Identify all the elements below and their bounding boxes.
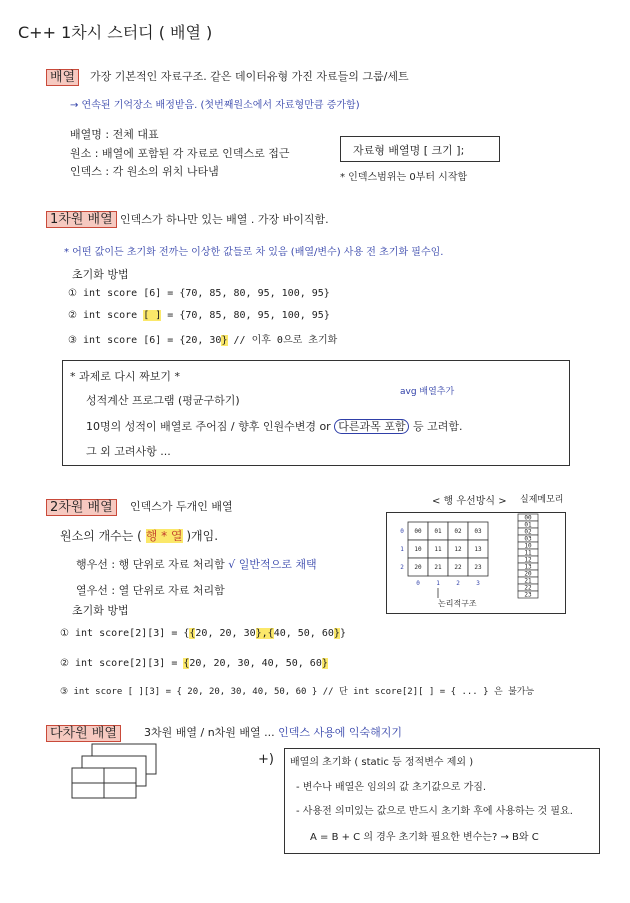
memory-cell-label: 12	[524, 556, 532, 564]
memory-label: 실제메모리	[520, 495, 564, 505]
init-box-title: 배열의 초기화 ( static 등 정적변수 제외 )	[290, 757, 474, 768]
1d-init-3: ③ int score [6] = {20, 30} // 이후 0으로 초기화	[68, 335, 338, 346]
memory-cell-label: 11	[524, 549, 532, 557]
nd-description: 3차원 배열 / n차원 배열 ... 인덱스 사용에 익숙해지기	[144, 726, 403, 739]
grid-cell-label: 10	[414, 546, 422, 553]
section-tag-2d: 2차원 배열	[46, 496, 117, 515]
2d-init-3: ③ int score [ ][3] = { 20, 20, 30, 40, 50, 60 } // 단 int score[2][ ] = { ... } 은 불가능	[60, 687, 535, 697]
grid-cell-label: 02	[454, 528, 462, 535]
1d-init-1: ① int score [6] = {70, 85, 80, 95, 100, 95}	[68, 288, 330, 299]
exercise-line-3: 그 외 고려사항 ...	[86, 445, 171, 458]
init-box-line-1: - 변수나 배열은 임의의 값 초기값으로 가짐.	[296, 782, 487, 793]
init-box-line-2: - 사용전 의미있는 값으로 반드시 초기화 후에 사용하는 것 필요.	[296, 806, 573, 817]
exercise-line-1: 성적계산 프로그램 (평균구하기)	[86, 394, 240, 407]
syntax-text: 자료형 배열명 [ 크기 ];	[353, 144, 465, 157]
memory-cell-label: 02	[524, 528, 532, 536]
array-definition: 가장 기본적인 자료구조. 같은 데이터유형 가진 자료들의 그룹/세트	[90, 70, 409, 83]
row-index-label: 2	[400, 564, 404, 571]
init-box-line-3: A = B + C 의 경우 초기화 필요한 변수는? → B와 C	[310, 832, 539, 843]
memory-cell-label: 01	[524, 521, 532, 529]
2d-init-2: ② int score[2][3] = {20, 20, 30, 40, 50, 60}	[60, 658, 328, 669]
row-index-label: 1	[400, 546, 404, 553]
grid-cell-label: 21	[434, 564, 442, 571]
section-tag-nd: 다차원 배열	[46, 722, 121, 741]
memory-cell-label: 22	[524, 584, 532, 592]
2d-init-title: 초기화 방법	[72, 604, 129, 617]
section-tag-array: 배열	[46, 66, 79, 85]
memory-cell-label: 23	[524, 591, 532, 599]
grid-cell-label: 03	[474, 528, 482, 535]
avg-annotation: avg 배열추가	[400, 387, 455, 397]
array-memory-note: → 연속된 기억장소 배정받음. (첫번째원소에서 자료형만큼 증가함)	[70, 100, 360, 111]
logical-structure-caption: 논리적구조	[438, 599, 477, 608]
memory-cell-label: 13	[524, 563, 532, 571]
grid-cell-label: 12	[454, 546, 462, 553]
memory-cell-label: 20	[524, 570, 532, 578]
plus-marker: +)	[258, 752, 274, 767]
row-major: 행우선 : 행 단위로 자료 처리함 √ 일반적으로 채택	[76, 558, 317, 571]
2d-init-1: ① int score[2][3] = {{20, 20, 30},{40, 50, 60}}	[60, 628, 346, 639]
section-tag-1d: 1차원 배열	[46, 208, 117, 227]
diagram-title: < 행 우선방식 >	[432, 496, 507, 507]
row-index-label: 0	[400, 528, 404, 535]
array-item-name: 배열명 : 전체 대표	[70, 128, 159, 141]
grid-cell-label: 22	[454, 564, 462, 571]
1d-description: 인덱스가 하나만 있는 배열 . 가장 바이직함.	[120, 213, 329, 226]
2d-description: 인덱스가 두개인 배열	[130, 500, 233, 513]
col-major: 열우선 : 열 단위로 자료 처리함	[76, 584, 225, 597]
col-index-label: 1	[436, 580, 440, 587]
page-title: C++ 1차시 스터디 ( 배열 )	[18, 23, 213, 42]
col-index-label: 0	[416, 580, 420, 587]
element-count: 원소의 개수는 ( 행 * 열 )개임.	[60, 529, 219, 543]
grid-cell-label: 01	[434, 528, 442, 535]
grid-cell-label: 13	[474, 546, 482, 553]
array-item-element: 원소 : 배열에 포함된 각 자료로 인덱스로 접근	[70, 147, 290, 160]
grid-cell-label: 23	[474, 564, 482, 571]
memory-cell-label: 03	[524, 535, 532, 543]
grid-cell-label: 20	[414, 564, 422, 571]
grid-cell-label: 11	[434, 546, 442, 553]
1d-init-title: 초기화 방법	[72, 268, 129, 281]
syntax-note: * 인덱스범위는 0부터 시작함	[340, 172, 468, 183]
init-warning: * 어떤 값이든 초기화 전까는 이상한 값들로 차 있음 (배열/변수) 사용 전 초기화 필수임.	[64, 247, 444, 258]
memory-cell-label: 10	[524, 542, 532, 550]
col-index-label: 3	[476, 580, 480, 587]
array-item-index: 인덱스 : 각 원소의 위치 나타냄	[70, 165, 219, 178]
col-index-label: 2	[456, 580, 460, 587]
memory-cell-label: 21	[524, 577, 532, 585]
memory-cell-label: 00	[524, 514, 532, 522]
grid-cell-label: 00	[414, 528, 422, 535]
exercise-line-2: 10명의 성적이 배열로 주어짐 / 향후 인원수변경 or 다른과목 포함 등 고려함.	[86, 420, 463, 433]
1d-init-2: ② int score [ ] = {70, 85, 80, 95, 100, 95}	[68, 310, 330, 321]
exercise-header: * 과제로 다시 짜보기 *	[70, 370, 180, 383]
